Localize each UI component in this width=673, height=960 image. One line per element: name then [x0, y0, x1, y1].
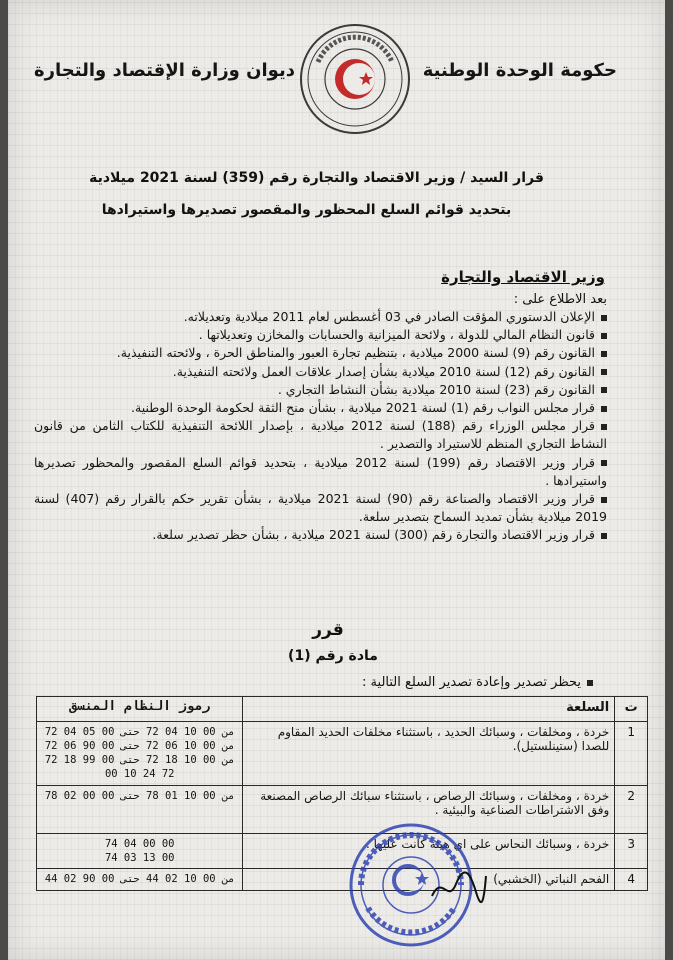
table-header-row	[37, 697, 648, 722]
reference-item: قرار وزير الاقتصاد والتجارة رقم (300) لسنة 2021 ميلادية ، بشأن حظر تصدير سلعة.	[34, 526, 607, 544]
header-num: ت	[615, 697, 648, 722]
bullet-icon	[601, 333, 607, 339]
goods-table	[36, 696, 648, 891]
minister-heading: وزير الاقتصاد والتجارة	[441, 268, 605, 286]
bullet-icon	[601, 460, 607, 466]
reference-item: القانون رقم (9) لسنة 2000 ميلادية ، بتنظيم تجارة العبور والمناطق الحرة ، ولائحته التنفيذية.	[34, 344, 607, 362]
reference-item: قانون النظام المالي للدولة ، ولائحة الميزانية والحسابات والمخازن وتعديلاتها .	[34, 326, 607, 344]
row-number: 1	[615, 722, 648, 786]
ministry-name: ديوان وزارة الإقتصاد والتجارة	[34, 60, 295, 81]
reference-item: قرار وزير الاقتصاد والصناعة رقم (90) لسنة 2021 ميلادية ، بشأن تقرير حكم بالقرار رقم (407) لسنة 2019 ميلادية بشأن تمديد السماح بتصدير سلعة.	[34, 491, 607, 525]
table-row	[37, 786, 648, 834]
header-goods: السلعة	[243, 697, 615, 722]
reference-item: الإعلان الدستوري المؤقت الصادر في 03 أغسطس لعام 2011 ميلادية وتعديلاته.	[34, 308, 607, 326]
reference-item: القانون رقم (23) لسنة 2010 ميلادية بشأن النشاط التجاري .	[34, 381, 607, 399]
row-number: 4	[615, 869, 648, 891]
header-codes: رموز النظام المنسق	[37, 697, 243, 722]
reference-item: القانون رقم (12) لسنة 2010 ميلادية بشأن إصدار علاقات العمل ولائحته التنفيذية.	[34, 363, 607, 381]
bullet-icon	[601, 497, 607, 503]
row-codes: 74 04 00 00 74 03 13 00	[37, 834, 243, 869]
row-goods: الفحم النباتي (الخشبي)	[243, 869, 615, 891]
row-goods: خردة ، ومخلفات ، وسبائك الحديد ، باستثناء مخلفات الحديد المقاوم للصدا (ستينلستيل).	[243, 722, 615, 786]
bullet-icon	[601, 424, 607, 430]
article-heading: مادة رقم (1)	[288, 648, 378, 664]
reference-item: قرار مجلس النواب رقم (1) لسنة 2021 ميلادية ، بشأن منح الثقة لحكومة الوحدة الوطنية.	[34, 399, 607, 417]
bullet-icon	[601, 369, 607, 375]
table-row	[37, 722, 648, 786]
prohibition-line: يحظر تصدير وإعادة تصدير السلع التالية :	[362, 675, 593, 690]
document-page	[8, 0, 665, 960]
reference-item: قرار وزير الاقتصاد رقم (199) لسنة 2012 ميلادية ، بتحديد قوائم السلع المقصور والمحظور تصديرها واستيرادها .	[34, 454, 607, 488]
reference-item: قرار مجلس الوزراء رقم (188) لسنة 2012 ميلادية ، بإصدار اللائحة التنفيذية للكتاب الثامن من قانون النشاط التجاري المنظم للاستيراد والتصدير .	[34, 418, 607, 452]
row-codes: من 00 10 02 44 حتى 00 90 02 44	[37, 869, 243, 891]
bullet-icon	[601, 351, 607, 357]
bullet-icon	[587, 680, 593, 686]
decision-title: قرار السيد / وزير الاقتصاد والتجارة رقم (359) لسنة 2021 ميلادية	[89, 170, 544, 186]
row-goods: خردة ، ومخلفات ، وسبائك الرصاص ، باستثناء سبائك الرصاص المصنعة وفق الاشتراطات الصناعية والبيئية .	[243, 786, 615, 834]
decides-heading: قرر	[312, 620, 344, 640]
signature	[428, 866, 488, 906]
national-emblem-seal	[298, 22, 412, 136]
decision-subtitle: بتحديد قوائم السلع المحظور والمقصور تصديرها واستيرادها	[101, 202, 512, 218]
row-codes: من 00 10 04 72 حتى 00 05 04 72 من 00 10 06 72 حتى 00 90 06 72 من 00 10 18 72 حتى 00 99 18 72 00 10 24 72	[37, 722, 243, 786]
row-codes: من 00 10 01 78 حتى 00 00 02 78	[37, 786, 243, 834]
row-number: 3	[615, 834, 648, 869]
table-row	[37, 869, 648, 891]
table-row	[37, 834, 648, 869]
bullet-icon	[601, 533, 607, 539]
intro-line: بعد الاطلاع على :	[513, 292, 607, 307]
bullet-icon	[601, 387, 607, 393]
row-number: 2	[615, 786, 648, 834]
government-name: حكومة الوحدة الوطنية	[422, 60, 617, 81]
row-goods: خردة ، وسبائك النحاس على اي هيئة كانت عليها .	[243, 834, 615, 869]
bullet-icon	[601, 315, 607, 321]
bullet-icon	[601, 406, 607, 412]
references-list	[34, 308, 607, 545]
